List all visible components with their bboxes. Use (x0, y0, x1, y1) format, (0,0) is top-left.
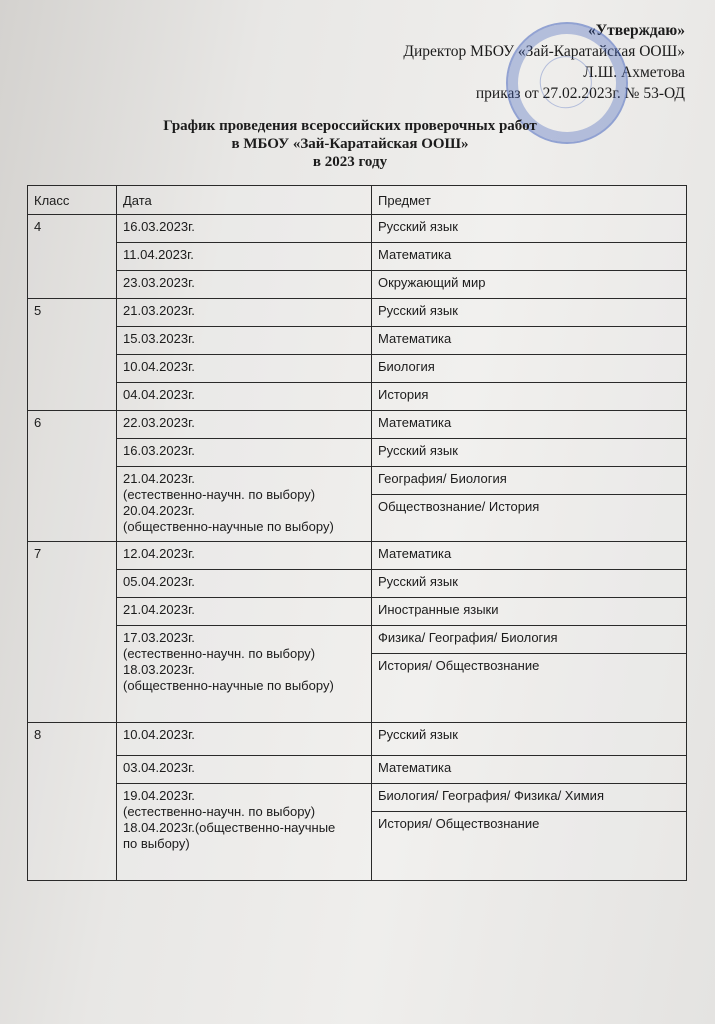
subject-cell: Иностранные языки (372, 598, 687, 626)
document-title (120, 117, 580, 171)
table-row (28, 723, 687, 756)
choice-date-cell (117, 626, 372, 723)
table-header-row (28, 186, 687, 215)
title-line-1: График проведения всероссийских проверочных работ (163, 118, 537, 134)
subject-cell: Окружающий мир (372, 271, 687, 299)
table-row (28, 271, 687, 299)
table-row (28, 467, 687, 495)
date-cell: 10.04.2023г. (117, 355, 372, 383)
choice-date-cell (117, 784, 372, 881)
date-cell: 04.04.2023г. (117, 383, 372, 411)
date-cell: 15.03.2023г. (117, 327, 372, 355)
subject-cell: Русский язык (372, 215, 687, 243)
title-line-2: в МБОУ «Зай-Каратайская ООШ» (231, 136, 469, 152)
subject-cell: Русский язык (372, 570, 687, 598)
subject-cell: Математика (372, 243, 687, 271)
date-cell: 03.04.2023г. (117, 756, 372, 784)
table-row (28, 626, 687, 654)
approval-line-order: приказ от 27.02.2023г. № 53-ОД (475, 85, 685, 102)
date-cell: 21.04.2023г. (117, 598, 372, 626)
table-row (28, 383, 687, 411)
subject-cell: История/ Обществознание (372, 812, 687, 881)
date-cell: 21.03.2023г. (117, 299, 372, 327)
subject-cell: Математика (372, 411, 687, 439)
subject-cell: Математика (372, 327, 687, 355)
date-cell: 16.03.2023г. (117, 215, 372, 243)
approval-line-name: Л.Ш. Ахметова (583, 64, 685, 81)
subject-cell: История (372, 383, 687, 411)
table-row (28, 243, 687, 271)
choice-date-1: 21.04.2023г. (123, 471, 195, 486)
date-cell: 05.04.2023г. (117, 570, 372, 598)
header-subject: Предмет (372, 186, 687, 215)
date-cell: 10.04.2023г. (117, 723, 372, 756)
grade-cell: 7 (28, 542, 117, 723)
grade-cell: 4 (28, 215, 117, 299)
title-line-3: в 2023 году (312, 154, 388, 170)
date-cell: 11.04.2023г. (117, 243, 372, 271)
date-cell: 22.03.2023г. (117, 411, 372, 439)
table-row (28, 411, 687, 439)
date-cell: 12.04.2023г. (117, 542, 372, 570)
grade-cell: 5 (28, 299, 117, 411)
subject-cell: Физика/ География/ Биология (372, 626, 687, 654)
table-row (28, 756, 687, 784)
subject-cell: Математика (372, 542, 687, 570)
choice-date-cell (117, 467, 372, 542)
grade-cell: 6 (28, 411, 117, 542)
table-row (28, 355, 687, 383)
date-cell: 23.03.2023г. (117, 271, 372, 299)
subject-cell: Математика (372, 756, 687, 784)
subject-cell: Русский язык (372, 723, 687, 756)
subject-cell: История/ Обществознание (372, 654, 687, 723)
table-row (28, 598, 687, 626)
schedule-table (27, 185, 687, 881)
table-row (28, 215, 687, 243)
choice-note-2: (общественно-научные по выбору) (123, 519, 334, 534)
choice-note-2: по выбору) (123, 836, 190, 851)
subject-cell: Русский язык (372, 439, 687, 467)
choice-note-2: (общественно-научные по выбору) (123, 678, 334, 693)
approval-line-director: Директор МБОУ «Зай-Каратайская ООШ» (403, 43, 685, 60)
table-row (28, 542, 687, 570)
table-row (28, 784, 687, 812)
table-row (28, 299, 687, 327)
choice-note-1: (естественно-научн. по выбору) (123, 804, 316, 819)
choice-date-2: 18.03.2023г. (123, 662, 195, 677)
subject-cell: Биология (372, 355, 687, 383)
choice-date-2: 20.04.2023г. (123, 503, 195, 518)
subject-cell: География/ Биология (372, 467, 687, 495)
table-row (28, 327, 687, 355)
approval-header: «Утверждаю» (587, 22, 685, 39)
choice-note-1: (естественно-научн. по выбору) (123, 646, 316, 661)
subject-cell: Русский язык (372, 299, 687, 327)
choice-note-1: (естественно-научн. по выбору) (123, 487, 316, 502)
choice-date-2: 18.04.2023г.(общественно-научные (123, 820, 336, 835)
choice-date-1: 19.04.2023г. (123, 788, 195, 803)
choice-date-1: 17.03.2023г. (123, 630, 195, 645)
header-date: Дата (117, 186, 372, 215)
table-row (28, 439, 687, 467)
subject-cell: Обществознание/ История (372, 495, 687, 542)
subject-cell: Биология/ География/ Физика/ Химия (372, 784, 687, 812)
grade-cell: 8 (28, 723, 117, 881)
header-class: Класс (28, 186, 117, 215)
table-row (28, 570, 687, 598)
date-cell: 16.03.2023г. (117, 439, 372, 467)
